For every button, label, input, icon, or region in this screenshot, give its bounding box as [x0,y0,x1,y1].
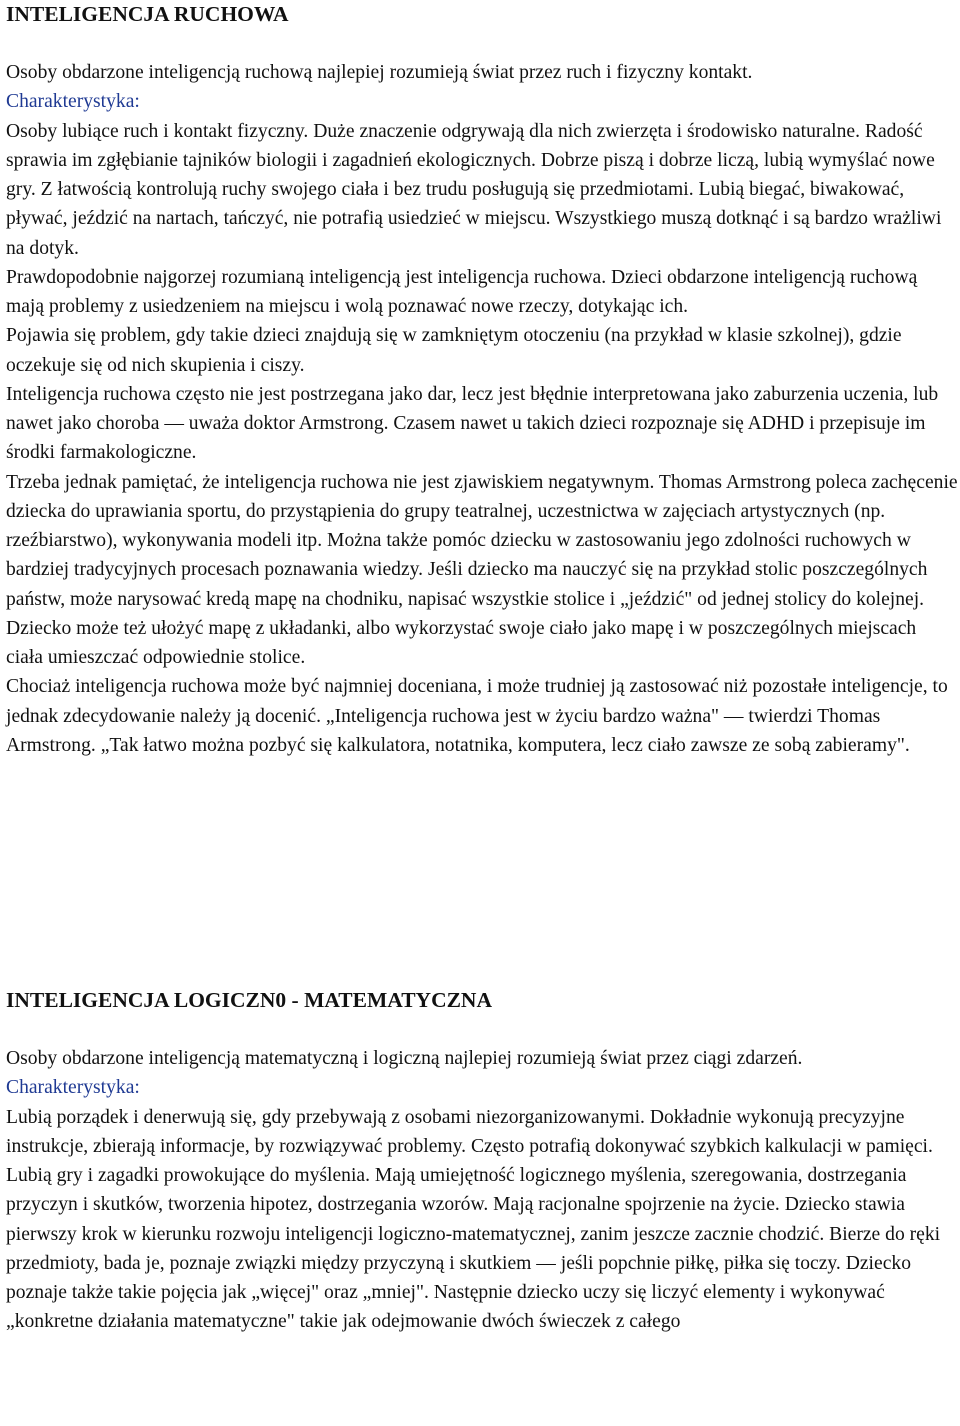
section-heading: INTELIGENCJA RUCHOWA [6,2,289,26]
body-paragraph: Lubią porządek i denerwują się, gdy przebywają z osobami niezorganizowanymi. Dokładnie wykonują precyzyjne instrukcje, zbierają informacje, by rozwiązywać problemy. Często potrafią dokonywać szybkich kalkulacji w pamięci. Lubią gry i zagadki prowokujące do myślenia. Mają umiejętność logicznego myślenia, szeregowania, dostrzegania przyczyn i skutków, tworzenia hipotez, dostrzegania wzorów. Mają racjonalne spojrzenie na życie. Dziecko stawia pierwszy krok w kierunku rozwoju inteligencji logiczno-matematycznej, zanim jeszcze zacznie chodzić. Bierze do ręki przedmioty, bada je, poznaje związki między przyczyną i skutkiem — jeśli popchnie piłkę, piłka się toczy. Dziecko poznaje także takie pojęcia jak „więcej" oraz „mniej". Następnie dziecko uczy się liczyć elementy i wykonywać „konkretne działania matematyczne" takie jak odejmowanie dwóch świeczek z całego [6,1106,941,1333]
section-heading: INTELIGENCJA LOGICZN0 - MATEMATYCZNA [6,988,492,1012]
intro-paragraph: Osoby obdarzone inteligencją matematyczną i logiczną najlepiej rozumieją świat przez ciągi zdarzeń. [6,1048,803,1069]
characteristics-label: Charakterystyka: [6,1077,140,1099]
section-inteligencja-logiczno-matematyczna [6,986,958,1337]
body-paragraph: Chociaż inteligencja ruchowa może być najmniej doceniana, i może trudniej ją zastosować niż pozostałe inteligencje, to jednak zdecydowanie należy ją docenić. „Inteligencja ruchowa jest w życiu bardzo ważna" — twierdzi Thomas Armstrong. „Tak łatwo można pozbyć się kalkulatora, notatnika, komputera, lecz ciało zawsze ze sobą zabieramy". [6,676,948,756]
body-paragraph: Inteligencja ruchowa często nie jest postrzegana jako dar, lecz jest błędnie interpretowana jako zaburzenia uczenia, lub nawet jako choroba — uważa doktor Armstrong. Czasem nawet u takich dzieci rozpoznaje się ADHD i przepisuje im środki farmakologiczne. [6,383,939,464]
intro-paragraph: Osoby obdarzone inteligencją ruchową najlepiej rozumieją świat przez ruch i fizyczny kontakt. [6,62,753,83]
body-paragraph: Prawdopodobnie najgorzej rozumianą inteligencją jest inteligencja ruchowa. Dzieci obdarzone inteligencją ruchową mają problemy z usiedzeniem na miejscu i wolą poznawać nowe rzeczy, dotykając ich. [6,266,918,317]
characteristics-label: Charakterystyka: [6,91,140,113]
body-paragraph: Pojawia się problem, gdy takie dzieci znajdują się w zamkniętym otoczeniu (na przykład w klasie szkolnej), gdzie oczekuje się od nich skupienia i ciszy. [6,325,902,376]
spacer [6,1015,958,1044]
section-inteligencja-ruchowa [6,0,958,760]
body-paragraph: Osoby lubiące ruch i kontakt fizyczny. Duże znaczenie odgrywają dla nich zwierzęta i środowisko naturalne. Radość sprawia im zgłębianie tajników biologii i zagadnień ekologicznych. Dobrze piszą i dobrze liczą, lubią wymyślać nowe gry. Z łatwością kontrolują ruchy swojego ciała i bez trudu posługują się przedmiotami. Lubią biegać, biwakować, pływać, jeździć na nartach, tańczyć, nie potrafią usiedzieć w miejscu. Wszystkiego muszą dotknąć i są bardzo wrażliwi na dotyk. [6,120,942,259]
body-paragraph: Trzeba jednak pamiętać, że inteligencja ruchowa nie jest zjawiskiem negatywnym. Thomas Armstrong poleca zachęcenie dziecka do uprawiania sportu, do przystąpienia do grupy teatralnej, uczestnictwa w zajęciach artystycznych (np. rzeźbiarstwo), wykonywania modeli itp. Można także pomóc dziecku w zastosowaniu jego zdolności ruchowych w bardziej tradycyjnych procesach poznawania wiedzy. Jeśli dziecko ma nauczyć się na przykład stolic poszczególnych państw, może narysować kredą mapę na chodniku, napisać wszystkie stolice i „jeździć" od jednej stolicy do kolejnej. Dziecko może też ułożyć mapę z układanki, albo wykorzystać swoje ciało jako mapę i w poszczególnych miejscach ciała umieszczać odpowiednie stolice. [6,471,958,668]
spacer [6,29,958,58]
